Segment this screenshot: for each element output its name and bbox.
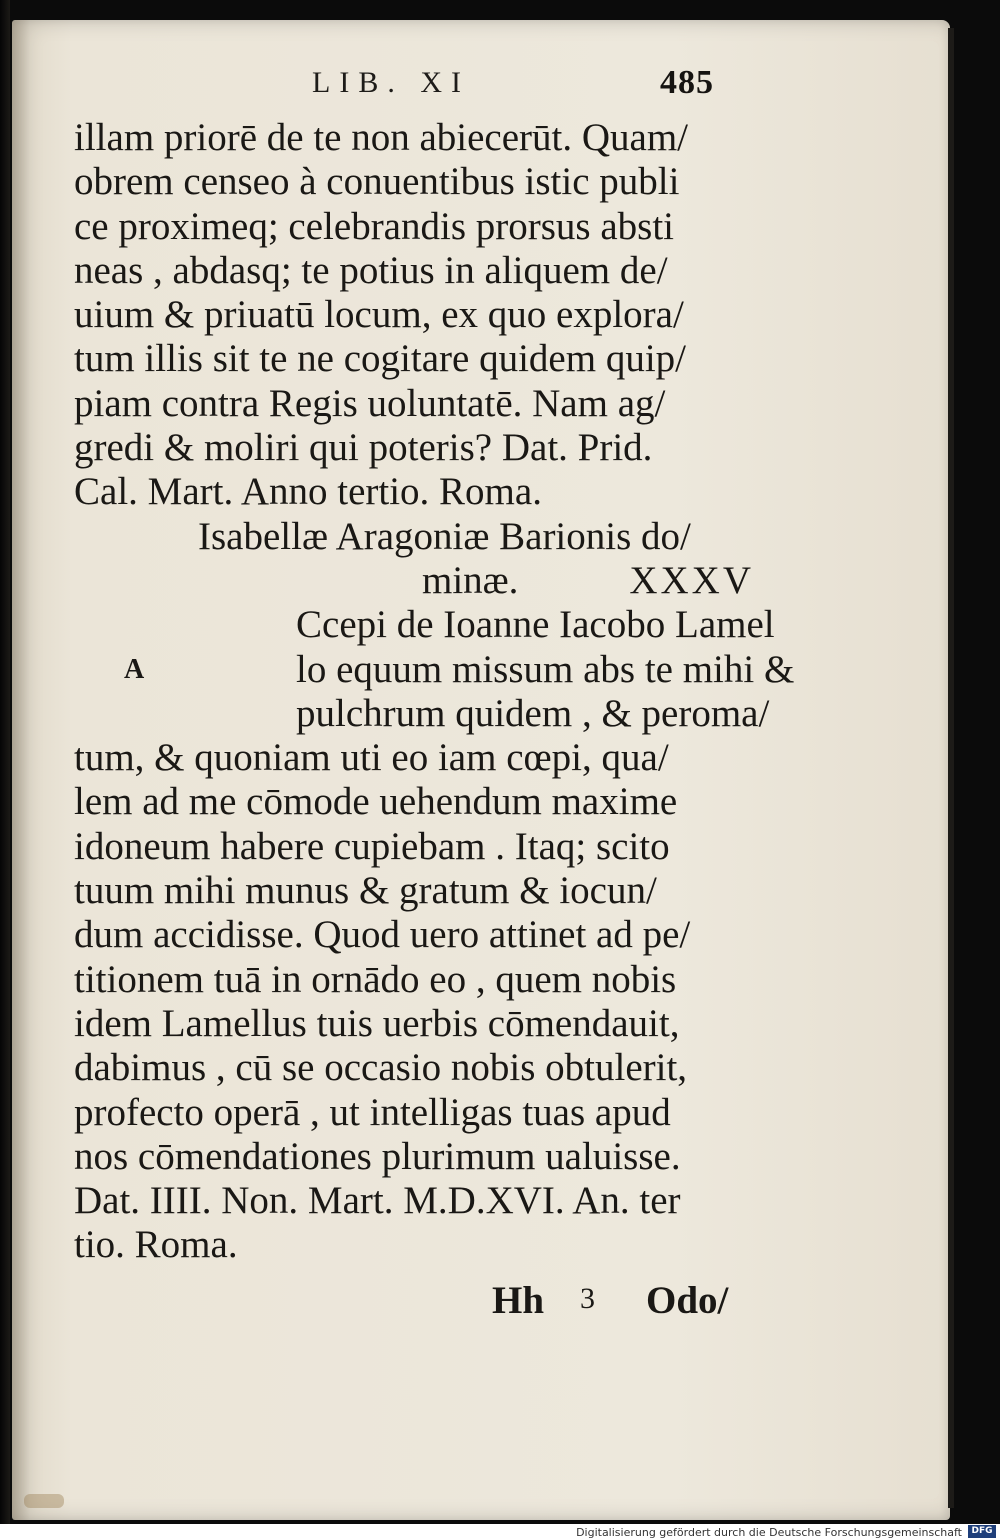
text-line: pulchrum quidem , & peroma/ xyxy=(296,691,770,735)
dfg-logo-icon: DFG xyxy=(968,1525,996,1538)
text-line: dum accidisse. Quod uero attinet ad pe/ xyxy=(74,913,691,957)
text-line: piam contra Regis uoluntatē. Nam ag/ xyxy=(74,381,666,425)
page-stain xyxy=(24,1494,64,1508)
book-spine xyxy=(0,0,10,1524)
running-head-title: LIB. XI xyxy=(312,66,470,99)
catchline xyxy=(74,1278,754,1328)
letter-number: XXXV xyxy=(629,558,754,602)
text-line: lo equum missum abs te mihi & xyxy=(296,647,795,691)
text-line: tum illis sit te ne cogitare quidem quip/ xyxy=(74,337,686,381)
text-line: dabimus , cū se occasio nobis obtulerit, xyxy=(74,1046,688,1090)
text-line: titionem tuā in ornādo eo , quem nobis xyxy=(74,957,677,1001)
page-edge xyxy=(948,28,954,1508)
catchword: Odo/ xyxy=(646,1279,729,1322)
running-head xyxy=(12,66,950,110)
letter-heading-row-2 xyxy=(74,559,754,603)
text-line: illam priorē de te non abiecerūt. Quam/ xyxy=(74,116,689,159)
text-line: Cal. Mart. Anno tertio. Roma. xyxy=(74,470,542,514)
text-line-with-margin xyxy=(74,647,795,692)
marginal-letter: A xyxy=(124,653,145,685)
page-text xyxy=(74,116,795,1268)
page-number: 485 xyxy=(660,64,714,101)
text-line: obrem censeo à conuentibus istic publi xyxy=(74,160,680,204)
book-page xyxy=(12,20,950,1520)
text-line: Dat. IIII. Non. Mart. M.D.XVI. An. ter xyxy=(74,1179,681,1223)
text-line: idem Lamellus tuis uerbis cōmendauit, xyxy=(74,1001,680,1045)
text-line: idoneum habere cupiebam . Itaq; scito xyxy=(74,824,670,868)
text-line: neas , abdasq; te potius in aliquem de/ xyxy=(74,248,668,292)
text-line: Ccepi de Ioanne Iacobo Lamel xyxy=(296,603,775,647)
footer-credit: Digitalisierung gefördert durch die Deutsche Forschungsgemeinschaft xyxy=(576,1526,962,1539)
signature-mark: Hh xyxy=(492,1279,545,1322)
text-line: gredi & moliri qui poteris? Dat. Prid. xyxy=(74,426,653,470)
text-line: tum, & quoniam uti eo iam cœpi, qua/ xyxy=(74,736,669,780)
text-line: nos cōmendationes plurimum ualuisse. xyxy=(74,1134,681,1178)
letter-heading-line-2: minæ. xyxy=(422,558,519,602)
letter-heading-line-1: Isabellæ Aragoniæ Barionis do/ xyxy=(198,514,691,558)
text-line: uium & priuatū locum, ex quo explora/ xyxy=(74,293,684,337)
text-line: ce proximeq; celebrandis prorsus absti xyxy=(74,204,674,248)
signature-number: 3 xyxy=(580,1282,595,1315)
text-line: tio. Roma. xyxy=(74,1223,238,1267)
text-line: lem ad me cōmode uehendum maxime xyxy=(74,780,678,824)
text-line: profecto operā , ut intelligas tuas apud xyxy=(74,1090,671,1134)
text-line: tuum mihi munus & gratum & iocun/ xyxy=(74,869,657,913)
